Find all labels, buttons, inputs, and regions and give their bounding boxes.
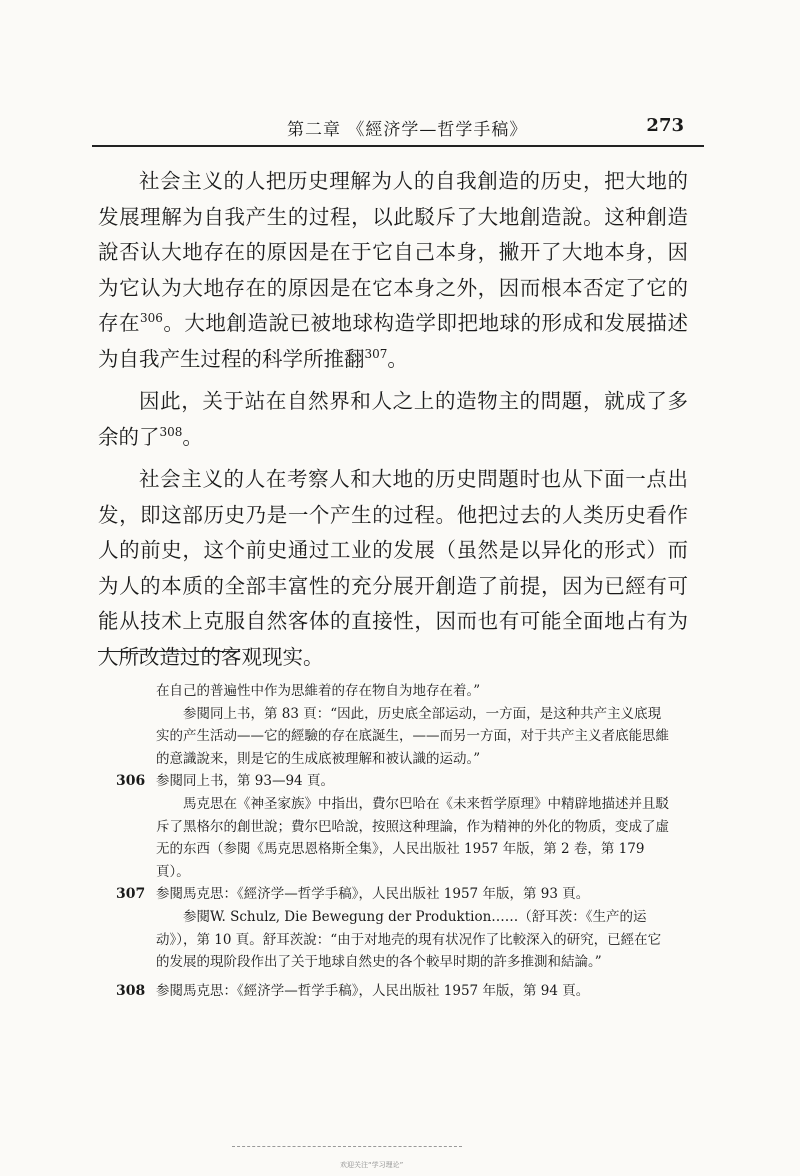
footnotes [116,680,674,1002]
main-text [98,164,688,682]
footnote-number: 306 [116,773,146,790]
paragraph-1: 社会主义的人把历史理解为人的自我創造的历史，把大地的发展理解为自我产生的过程，以此駁斥了大地創造說。这种創造說否认大地存在的原因是在于它自己本身，撇开了大地本身，因为它认为大地存在的原因是在它本身之外，因而根本否定了它的存在$^{306}$。大地創造說已被地球构造学即把地球的形成和发展描述为自我产生过程的科学所推翻$^{307}$。 [98,169,689,371]
footnote-rule [98,651,240,652]
running-header [92,112,704,142]
footnote-ref-306: 306 [140,311,163,326]
paragraph-2: 因此，关于站在自然界和人之上的造物主的問題，就成了多余的了$^{308}$。 [98,389,688,449]
page-number: 273 [646,115,684,136]
footnote-306: 306 参閱同上书，第 93—94 頁。 馬克思在《神圣家族》中指出，費尔巴哈在《未来哲学原理》中精辟地描述并且駁斥了黑格尔的創世說；費尔巴哈說，按照这种理論，作为精神的外化的物质，变成了虛无的东西（参閱《馬克思恩格斯全集》，人民出版社 1957 年版，第 2 卷，第 179 頁）。 [116,770,674,883]
chapter-title: 第二章 《經济学—哲学手稿》 [287,120,528,140]
footnote-number: 308 [116,982,146,999]
footnote-ref-308: 308 [159,424,183,439]
scan-marks [232,1146,462,1147]
header-rule [92,145,704,147]
footnote-continuation: 在自己的普遍性中作为思維着的存在物自为地存在着。” 参閱同上书，第 83 頁：“因此，历史底全部运动，一方面，是这种共产主义底現实的产生活动——它的經驗的存在底誕生，——而另一方面，对于共产主义者底能思維的意識說来，則是它的生成底被理解和被认識的运动。” [156,683,669,767]
paragraph-3: 社会主义的人在考察人和大地的历史問題时也从下面一点出发，即这部历史乃是一个产生的过程。他把过去的人类历史看作人的前史，这个前史通过工业的发展（虽然是以异化的形式）而为人的本质的全部丰富性的充分展开創造了前提，因为已經有可能从技术上克服自然客体的直接性，因而也有可能全面地占有为人所改造过的客观现实。 [98,467,688,669]
footnote-number: 307 [116,886,146,903]
footnote-308: 308 参閱馬克思：《經济学—哲学手稿》，人民出版社 1957 年版，第 94 頁。 [116,980,674,1003]
footnote-ref-307: 307 [364,346,388,361]
footnote-307: 307 参閱馬克思：《經济学—哲学手稿》，人民出版社 1957 年版，第 93 頁。 参閱W. Schulz, Die Bewegung der Produktion……（舒耳茨：《生产的运动》），第 10 頁。舒耳茨說：“由于对地壳的現有状况作了比較深入的研究，已經在它的发展的現阶段作出了关于地球自然史的各个較早时期的許多推測和結論。” [116,883,674,973]
watermark: 欢迎关注“学习理论” [340,1161,404,1169]
